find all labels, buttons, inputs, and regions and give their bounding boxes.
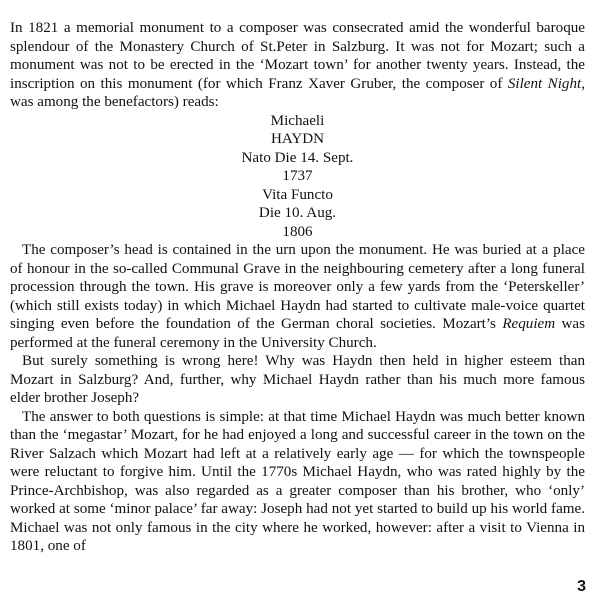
monument-inscription [10, 112, 585, 242]
inscription-line: 1806 [282, 223, 313, 240]
title-requiem: Requiem [502, 316, 556, 332]
inscription-line: Die 10. Aug. [258, 205, 337, 221]
body-text [10, 19, 585, 556]
inscription-line: Michaeli [270, 112, 325, 129]
inscription-line: 1737 [282, 168, 313, 184]
paragraph-3: But surely something is wrong here! Why was Haydn then held in higher esteem than Mozart in Salzburg? And, further, why Michael Haydn rather than his much more famous elder brother Joseph? [10, 353, 585, 406]
paragraph-4: The answer to both questions is simple: at that time Michael Haydn was much better known than the ‘megastar’ Mozart, for he had enjoyed a long and successful career in the town on the River Salzach which Mozart had left at a relatively early age — for which the townspeople were reluctant to forgive him. Until the 1770s Michael Haydn, who was rated highly by the Prince-Archbishop, was also regarded as a greater composer than his brother, who ‘only’ worked at some ‘minor palace’ far away: Joseph had not yet started to build up his world fame. Michael was not only famous in the city where he worked, however: after a visit to Vienna in 1801, one of [10, 408, 585, 554]
page-number: 3 [577, 578, 586, 595]
paragraph-1: In 1821 a memorial monument to a composer was consecrated amid the wonderful baroque splendour of the Monastery Church of St.Peter in Salzburg. It was not for Mozart; such a monument was not to be erected in the ‘Mozart town’ for another twenty years. Instead, the inscription on this monument (for which Franz Xaver Gruber, the composer of Silent Night, was among the benefactors) reads: [10, 20, 585, 110]
paragraph-2: The composer’s head is contained in the urn upon the monument. He was buried at a place of honour in the so-called Communal Grave in the neighbouring cemetery after a long funeral procession through the town. His grave is moreover only a few yards from the ‘Peterskeller’ (which still exists today) in which Michael Haydn had started to cultivate male-voice quartet singing even before the foundation of the German choral societies. Mozart’s Requiem was performed at the funeral ceremony in the University Church. [10, 242, 585, 351]
inscription-line: HAYDN [270, 131, 325, 147]
inscription-line: Nato Die 14. Sept. [241, 149, 354, 166]
inscription-line: Vita Functo [262, 186, 333, 203]
title-silent-night: Silent Night [507, 75, 582, 92]
